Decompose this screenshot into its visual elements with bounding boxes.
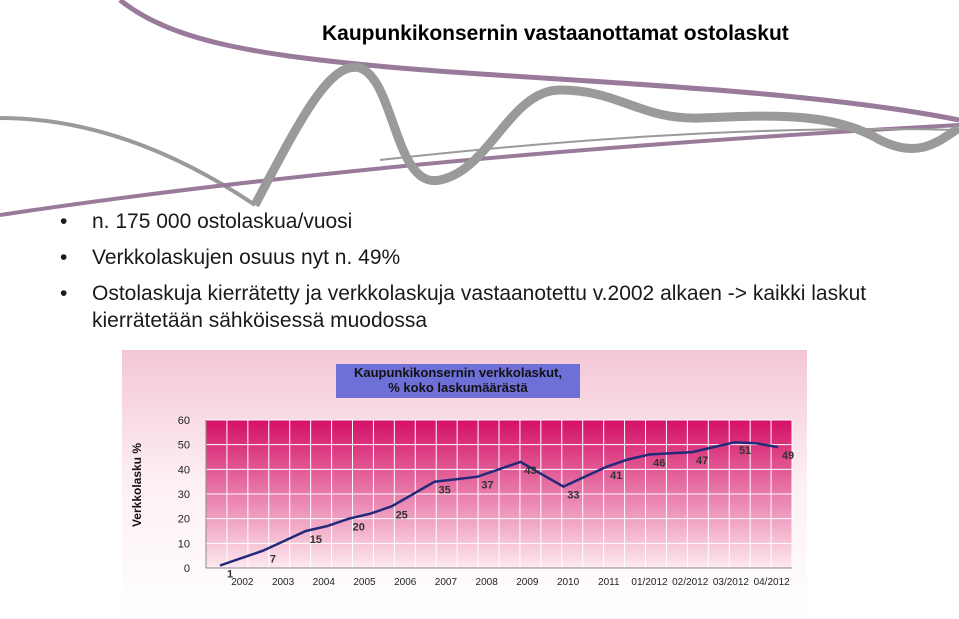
y-tick-label: 40 [177,464,190,477]
swoosh-gray-wave [255,67,959,205]
bullet-text: Verkkolaskujen osuus nyt n. 49% [92,246,401,269]
y-tick-label: 30 [177,489,190,501]
x-tick-label: 02/2012 [672,577,709,588]
bullet-item [60,244,940,271]
x-tick-label: 01/2012 [631,577,668,588]
y-tick-label: 60 [177,415,190,427]
bullet-item [60,280,940,334]
bullet-dot-icon: • [60,210,68,233]
data-label: 51 [738,445,752,458]
data-label: 1 [226,568,234,581]
x-tick-label: 2009 [516,577,539,588]
bullet-dot-icon: • [60,246,68,269]
x-tick-label: 2007 [434,577,458,588]
swoosh-purple-top [120,0,959,120]
x-tick-label: 2006 [394,577,417,588]
data-label: 43 [524,464,537,477]
data-label: 15 [309,534,322,546]
line-chart [122,350,807,618]
x-tick-label: 2010 [556,577,580,588]
data-label: 37 [481,479,494,492]
x-tick-label: 03/2012 [712,577,750,588]
bullet-dot-icon: • [60,282,68,305]
x-tick-label: 2011 [598,577,620,588]
x-tick-label: 2003 [271,577,295,588]
bullet-text: n. 175 000 ostolaskua/vuosi [92,210,353,233]
bullet-list [60,208,940,343]
x-tick-label: 2008 [475,577,498,588]
y-tick-label: 20 [177,513,190,526]
x-tick-label: 2004 [312,577,335,588]
data-label: 20 [352,521,365,534]
y-tick-label: 10 [177,538,190,551]
data-label: 7 [269,553,276,566]
x-tick-label: 2005 [353,577,376,588]
x-tick-label: 04/2012 [753,577,790,588]
page-title: Kaupunkikonsernin vastaanottamat ostolaskut [322,22,789,45]
swoosh-gray-left [0,118,255,205]
bullet-item [60,208,940,235]
y-tick-label: 0 [183,563,190,575]
data-label: 47 [696,455,709,468]
data-label: 41 [610,469,623,482]
data-label: 25 [395,509,408,522]
data-label: 35 [438,484,451,497]
chart-title-line-1: Kaupunkikonsernin verkkolaskut, [353,365,563,380]
swoosh-purple-mid [0,125,959,215]
y-axis-label: Verkkolasku % [130,442,144,528]
chart-title-line-2: % koko laskumäärästä [388,380,528,395]
bullet-text: Ostolaskuja kierrätetty ja verkkolaskuja vastaanotettu v.2002 alkaen -> kaikki laskut kierrätetään sähköisessä muodossa [92,282,867,332]
data-label: 49 [781,450,795,463]
x-tick-label: 2002 [231,577,254,588]
data-label: 46 [653,457,666,470]
y-tick-label: 50 [177,439,190,452]
data-label: 33 [567,489,580,502]
